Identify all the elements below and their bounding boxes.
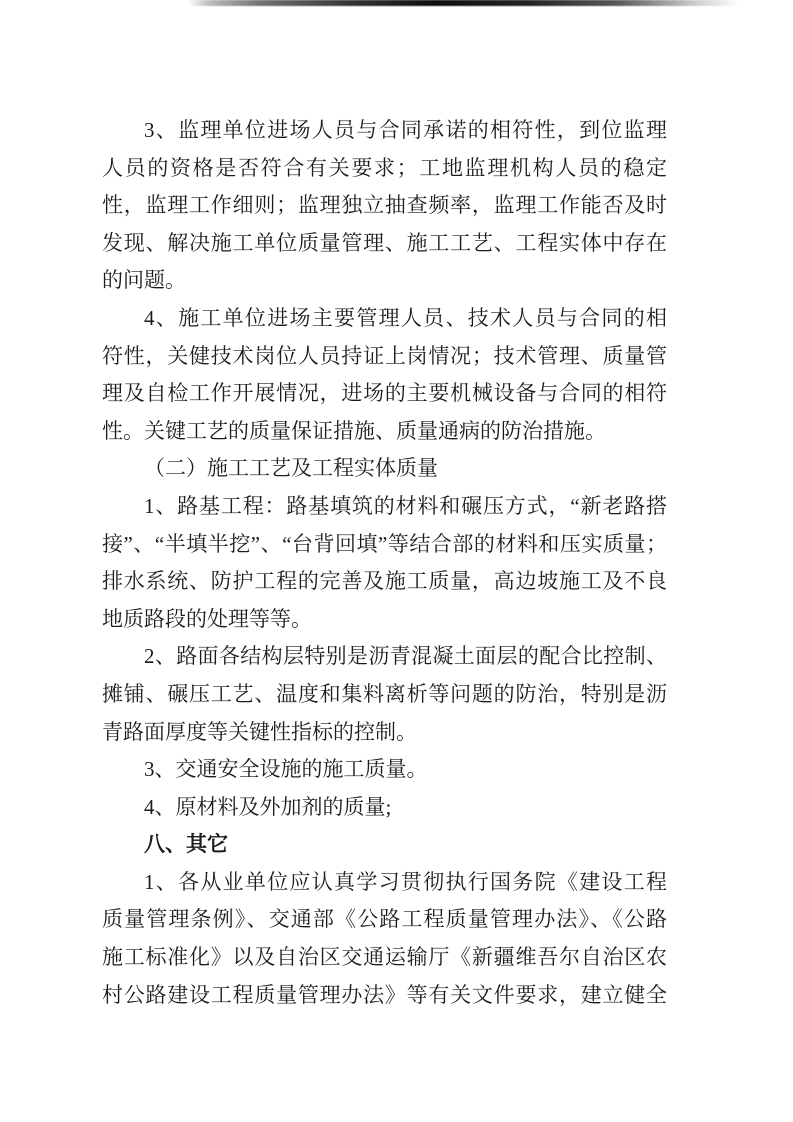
text-line: 施工标准化》以及自治区交通运输厅《新疆维吾尔自治区农 bbox=[102, 945, 667, 970]
text-line: 接”、“半填半挖”、“台背回填”等结合部的材料和压实质量； bbox=[102, 531, 667, 556]
text-line: 人员的资格是否符合有关要求；工地监理机构人员的稳定 bbox=[102, 155, 667, 180]
text-line: 的问题。 bbox=[102, 268, 186, 293]
text-line: 摊铺、碾压工艺、温度和集料离析等问题的防治，特别是沥 bbox=[102, 681, 667, 706]
text-line: 发现、解决施工单位质量管理、施工工艺、工程实体中存在 bbox=[102, 230, 667, 255]
document-text-block bbox=[102, 112, 667, 1014]
text-line: 青路面厚度等关键性指标的控制。 bbox=[102, 719, 417, 744]
text-line: 3、监理单位进场人员与合同承诺的相符性，到位监理 bbox=[144, 118, 667, 142]
text-line: 2、路面各结构层特别是沥青混凝土面层的配合比控制、 bbox=[144, 644, 667, 669]
text-line: 1、路基工程：路基填筑的材料和碾压方式，“新老路搭 bbox=[144, 493, 667, 518]
text-line: 4、原材料及外加剂的质量; bbox=[144, 794, 392, 819]
text-line: 村公路建设工程质量管理办法》等有关文件要求，建立健全 bbox=[102, 982, 667, 1007]
scan-streak-artifact bbox=[188, 0, 738, 6]
text-line: 性，监理工作细则；监理独立抽查频率，监理工作能否及时 bbox=[102, 193, 667, 218]
text-line: 地质路段的处理等等。 bbox=[102, 606, 312, 631]
text-line: 排水系统、防护工程的完善及施工质量，高边坡施工及不良 bbox=[102, 569, 667, 594]
text-line: 1、各从业单位应认真学习贯彻执行国务院《建设工程 bbox=[144, 869, 667, 894]
text-line: 理及自检工作开展情况，进场的主要机械设备与合同的相符 bbox=[102, 381, 667, 406]
text-line: 符性，关健技术岗位人员持证上岗情况；技术管理、质量管 bbox=[102, 343, 667, 368]
text-line: （二）施工工艺及工程实体质量 bbox=[144, 456, 438, 481]
text-line: 性。关键工艺的质量保证措施、质量通病的防治措施。 bbox=[102, 418, 606, 443]
text-line: 质量管理条例》、交通部《公路工程质量管理办法》、《公路 bbox=[102, 907, 667, 932]
text-line: 4、施工单位进场主要管理人员、技术人员与合同的相 bbox=[144, 305, 667, 330]
text-line: 八、其它 bbox=[144, 832, 228, 857]
text-line: 3、交通安全设施的施工质量。 bbox=[144, 757, 428, 782]
